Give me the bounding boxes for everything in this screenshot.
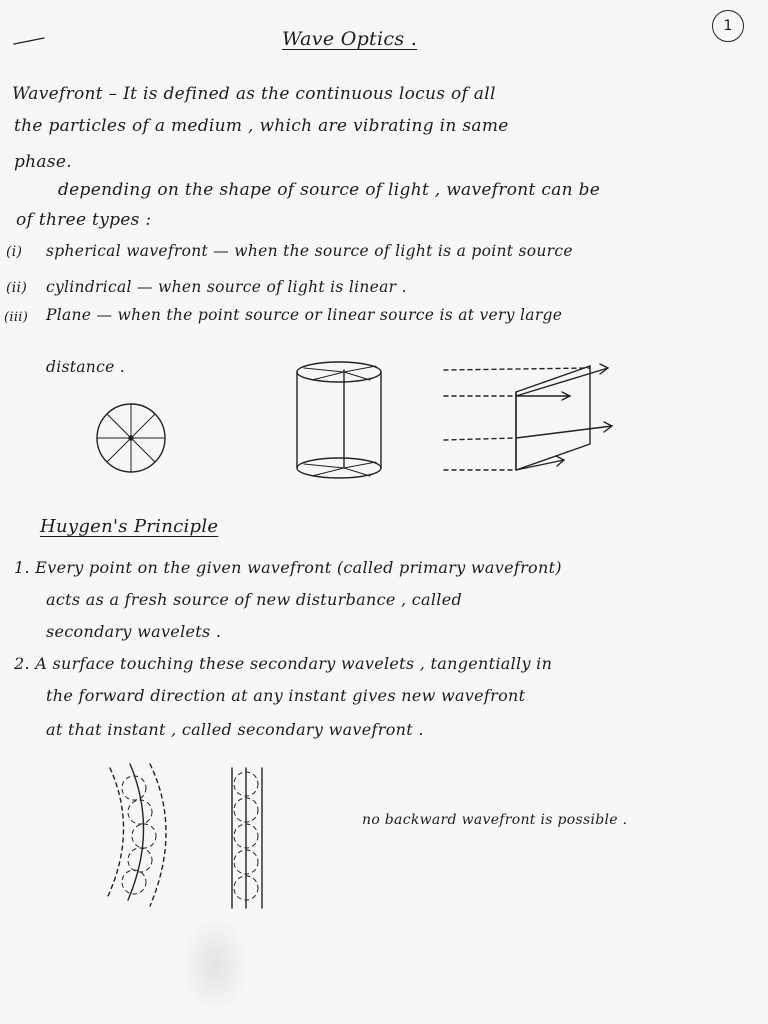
type-3-text-cont: distance . (46, 358, 125, 376)
wavefront-def-line-3: phase. (14, 152, 72, 172)
wavefront-types-intro-1: depending on the shape of source of light , wavefront can be (58, 180, 601, 200)
backward-wavefront-note: no backward wavefront is possible . (362, 812, 628, 828)
spherical-wavefront-sketch (90, 398, 180, 488)
type-1-marker: (i) (6, 244, 23, 260)
plane-secondary-wavelets-sketch (222, 766, 282, 916)
type-3-marker: (iii) (4, 310, 29, 325)
huygens-point-2-line-1: 2. A surface touching these secondary wavelets , tangentially in (14, 654, 553, 673)
plane-wavefront-sketch (440, 360, 620, 480)
huygens-point-2-line-3: at that instant , called secondary wavefront . (46, 720, 424, 739)
wavefront-def-line-2: the particles of a medium , which are vibrating in same (14, 116, 509, 136)
huygens-point-1-line-1: 1. Every point on the given wavefront (called primary wavefront) (14, 558, 562, 577)
type-2-marker: (ii) (6, 280, 28, 296)
type-1-text: spherical wavefront — when the source of light is a point source (46, 242, 573, 260)
type-2-text: cylindrical — when source of light is linear . (46, 278, 407, 296)
page-title: Wave Optics . (282, 28, 418, 50)
huygens-point-1-line-2: acts as a fresh source of new disturbance , called (46, 590, 463, 609)
huygens-point-2-line-2: the forward direction at any instant gives new wavefront (46, 686, 526, 705)
wavefront-def-line-1: Wavefront – It is defined as the continuous locus of all (12, 84, 496, 104)
type-3-text: Plane — when the point source or linear source is at very large (46, 306, 563, 324)
huygens-point-1-line-3: secondary wavelets . (46, 622, 222, 641)
wavefront-types-intro-2: of three types : (16, 210, 152, 230)
page-number: 1 (712, 10, 744, 42)
huygens-heading: Huygen's Principle (40, 516, 219, 537)
page-smudge (180, 915, 250, 1015)
spherical-secondary-wavelets-sketch (100, 760, 210, 910)
margin-dash (0, 0, 60, 60)
cylindrical-wavefront-sketch (290, 356, 400, 486)
